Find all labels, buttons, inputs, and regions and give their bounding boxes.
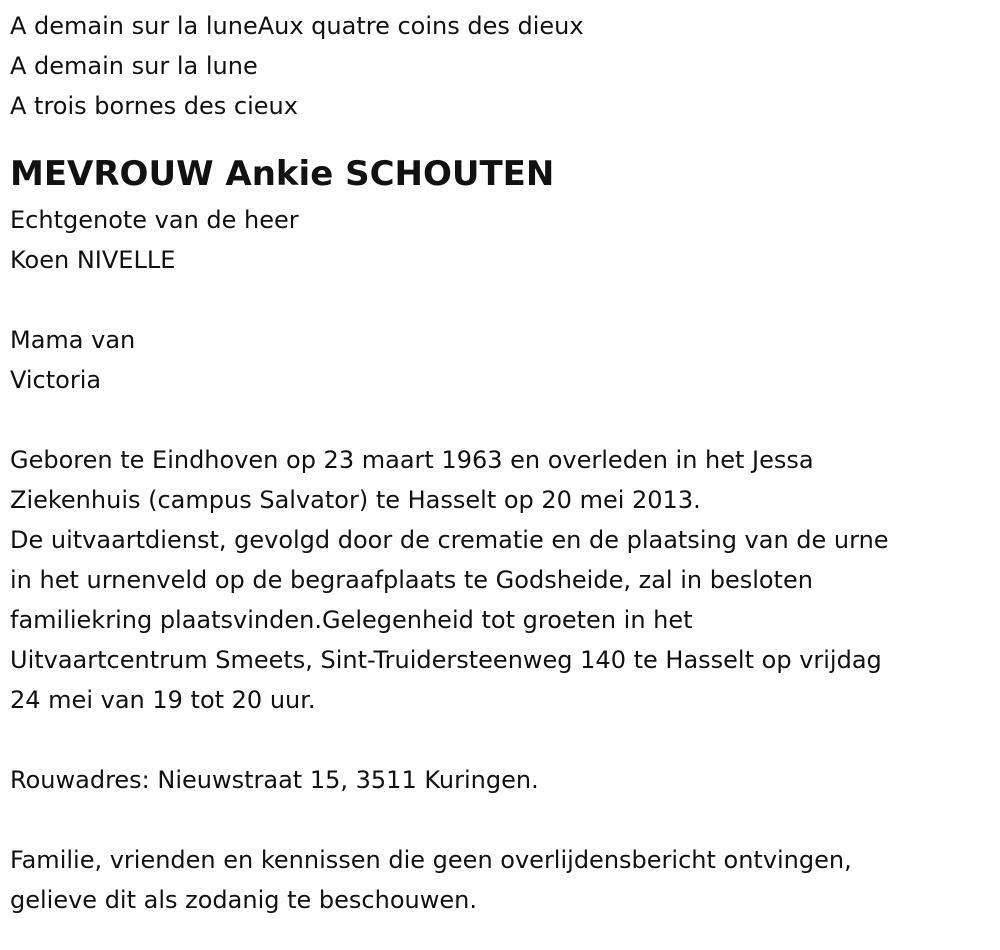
closing-block (10, 840, 1000, 920)
deceased-name-title: MEVROUW Ankie SCHOUTEN (10, 154, 555, 194)
poem-line: A demain sur la lune (10, 52, 258, 80)
poem-line: A trois bornes des cieux (10, 92, 298, 120)
spacer (10, 720, 1000, 760)
details-line: De uitvaartdienst, gevolgd door de crematie en de plaatsing van de urne (10, 526, 889, 554)
spouse-name: Koen NIVELLE (10, 246, 176, 274)
spacer (10, 800, 1000, 840)
closing-line: gelieve dit als zodanig te beschouwen. (10, 886, 477, 914)
details-line: familiekring plaatsvinden.Gelegenheid tot groeten in het (10, 606, 693, 634)
children-line: Mama van (10, 326, 136, 354)
spouse-block (10, 200, 1000, 280)
details-line: Geboren te Eindhoven op 23 maart 1963 en overleden in het Jessa (10, 446, 814, 474)
spacer (10, 280, 1000, 320)
mourning-address: Rouwadres: Nieuwstraat 15, 3511 Kuringen. (10, 766, 539, 794)
spacer (10, 400, 1000, 440)
poem-line: A demain sur la luneAux quatre coins des dieux (10, 12, 584, 40)
details-line: Uitvaartcentrum Smeets, Sint-Truidersteenweg 140 te Hasselt op vrijdag (10, 646, 882, 674)
children-block (10, 320, 1000, 400)
closing-line: Familie, vrienden en kennissen die geen overlijdensbericht ontvingen, (10, 846, 852, 874)
child-name: Victoria (10, 366, 102, 394)
spouse-line: Echtgenote van de heer (10, 206, 299, 234)
details-line: 24 mei van 19 tot 20 uur. (10, 686, 316, 714)
details-line: in het urnenveld op de begraafplaats te Godsheide, zal in besloten (10, 566, 813, 594)
details-block (10, 440, 1000, 720)
details-line: Ziekenhuis (campus Salvator) te Hasselt op 20 mei 2013. (10, 486, 701, 514)
poem-block (10, 6, 1000, 126)
